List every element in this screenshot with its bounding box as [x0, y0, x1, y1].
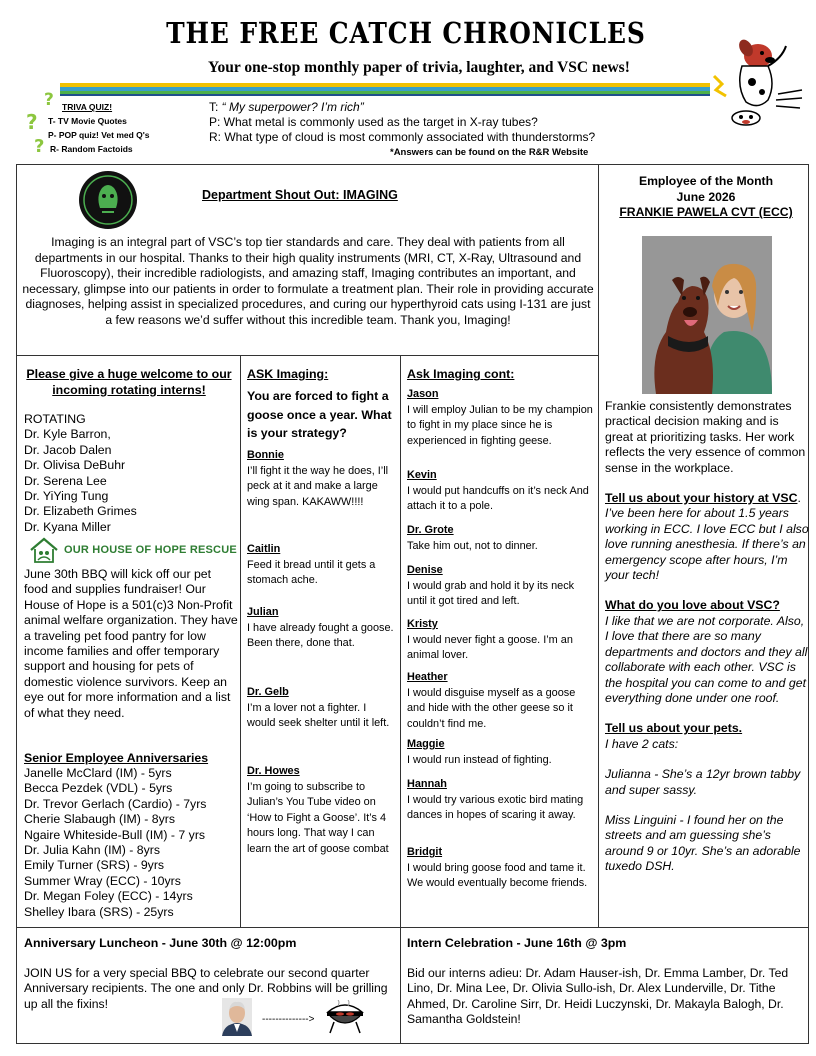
answer-bonnie: Bonnie I’ll fight it the way he does, I’ll peck at it and make a large wing span. KAKAWW!!!! [247, 449, 389, 508]
list-item: Dr. Jacob Dalen [24, 442, 112, 457]
house-icon [28, 536, 60, 564]
luncheon-body: JOIN US for a very special BBQ to celebrate our second quarter Anniversary recipients. The one and only Dr. Robbins will be grilling up all the fixins! [24, 966, 388, 1011]
employee-question-3: Tell us about your pets. [605, 721, 743, 736]
dog-mascot-icon [706, 36, 806, 128]
list-item: Janelle McClard (IM) - 5yrs [24, 766, 172, 780]
arrow-to-grill: --------------> [262, 1014, 315, 1025]
quiz-questions [209, 100, 595, 145]
employee-name: FRANKIE PAWELA CVT (ECC) [619, 205, 793, 219]
list-item: Dr. Megan Foley (ECC) - 14yrs [24, 889, 193, 904]
employee-photo [642, 236, 772, 394]
quiz-question-p: P: What metal is commonly used as the target in X-ray tubes? [209, 115, 538, 129]
ask-imaging-question: You are forced to fight a goose once a year. What is your strategy? [247, 389, 392, 440]
dr-robbins-photo [222, 998, 252, 1036]
list-item: Dr. Serena Lee [24, 473, 107, 488]
quiz-legend-title: TRIVA QUIZ! [62, 102, 113, 112]
question-mark-icon: ? [26, 110, 38, 134]
divider-col1 [240, 355, 241, 928]
imaging-logo-icon [78, 170, 138, 230]
list-item: Dr. YiYing Tung [24, 489, 109, 504]
newsletter-title: THE FREE CATCH CHRONICLES [166, 16, 646, 50]
answer-bridgit: Bridgit I would bring goose food and tame it. We would eventually become friends. [407, 846, 588, 890]
house-of-hope-logo-text: OUR HOUSE OF HOPE RESCUE [64, 544, 237, 556]
employee-answer-3c: Miss Linguini - I found her on the streets and am guessing she’s around 9 or 10yr. She’s an adorable tuxedo DSH. [605, 812, 801, 874]
answer-caitlin: Caitlin Feed it bread until it gets a stomach ache. [247, 543, 376, 587]
answer-kevin: Kevin I would put handcuffs on it’s neck And attach it to a pole. [407, 469, 589, 513]
employee-answer-3b: Julianna - She’s a 12yr brown tabby and super sassy. [605, 767, 801, 797]
list-item: Cherie Slabaugh (IM) - 8yrs [24, 812, 176, 827]
quiz-legend-p: P- POP quiz! Vet med Q's [48, 130, 150, 140]
answer-julian: Julian I have already fought a goose. Been there, done that. [247, 606, 394, 650]
frame-left [16, 164, 17, 1044]
ask-imaging-cont-heading: Ask Imaging cont: [407, 367, 515, 381]
employee-of-month-heading: Employee of the Month June 2026 FRANKIE PAWELA CVT (ECC) [601, 174, 811, 221]
quiz-answers-note: *Answers can be found on the R&R Website [390, 147, 589, 158]
question-mark-icon: ? [44, 90, 54, 110]
list-item: Dr. Trevor Gerlach (Cardio) - 7yrs [24, 796, 207, 811]
quiz-question-t: T: “ My superpower? I’m rich” [209, 100, 364, 114]
list-item: Dr. Olivisa DeBuhr [24, 458, 126, 473]
interns-heading: Please give a huge welcome to our incoming rotating interns! [26, 367, 232, 397]
employee-question-1: Tell us about your history at VSC [605, 491, 798, 506]
answer-kristy: Kristy I would never fight a goose. I’m an animal lover. [407, 618, 573, 662]
frame-top [16, 164, 809, 165]
list-item: Summer Wray (ECC) - 10yrs [24, 873, 181, 888]
anniversaries-list [24, 766, 206, 920]
divider-bottom [16, 927, 809, 928]
newsletter-subtitle: Your one-stop monthly paper of trivia, laughter, and VSC news! [208, 59, 630, 76]
quiz-legend-t: T- TV Movie Quotes [48, 116, 127, 126]
answer-hannah: Hannah I would try various exotic bird mating dances in hopes of scaring it away. [407, 778, 584, 822]
employee-profile-text: Frankie consistently demonstrates practical decision making and is great at prioritizing tasks. Her work reflects the very essence of common sense in the workplace. Tell us about your history at VSC. I’ve been here for about 1.5 years working in ECC. I love ECC but I also love running anesthesia. If there’s an emergency scope after hours, I’m your tech! What do you love about VSC? I like that we are not corporate. Also, I love that there are so many departments and doctors and they all collaborate with each other. VSC is the hospital you can come to and get everything done under one roof. Tell us about your pets. I have 2 cats: Julianna - She’s a 12yr brown tabby and super sassy. Miss Linguini - I found her on the streets and am guessing she’s around 9 or 10yr. She’s an adorable tuxedo DSH. [605, 399, 809, 874]
grill-icon [322, 1000, 368, 1034]
list-item: Shelley Ibara (SRS) - 25yrs [24, 904, 174, 919]
list-item: Dr. Kyle Barron, [24, 427, 111, 442]
employee-answer-3: I have 2 cats: [605, 736, 679, 751]
answer-jason: Jason I will employ Julian to be my champion to fight in my place since he is experienced in fighting geese. [407, 388, 593, 447]
intern-celebration-heading: Intern Celebration - June 16th @ 3pm [407, 936, 627, 950]
ask-imaging-heading: ASK Imaging: [247, 367, 329, 381]
quiz-legend [24, 92, 194, 158]
employee-question-2: What do you love about VSC? [605, 598, 780, 613]
quiz-question-r: R: What type of cloud is most commonly associated with thunderstorms? [209, 130, 596, 144]
interns-list [24, 412, 137, 535]
list-item: Dr. Kyana Miller [24, 519, 111, 534]
anniversaries-heading: Senior Employee Anniversaries [24, 751, 209, 765]
employee-answer-2: I like that we are not corporate. Also, I love that there are so many departments and doctors and they all collaborate with each other. VSC is the hospital you can come to and get everything done under one roof. [605, 613, 808, 705]
answer-heather: Heather I would disguise myself as a goose and hide with the other geese so it couldn’t find me. [407, 671, 576, 730]
question-mark-icon: ? [34, 136, 45, 157]
frame-bottom [16, 1043, 809, 1044]
department-body: Imaging is an integral part of VSC’s top tier standards and care. They deal with patients from all departments in our hospital. Thanks to their high quality instruments (MRI, CT, X-Ray, Ultrasound and Fluoroscopy), their incredible radiologists, and amazing staff, Imaging contributes an important, and necessary, glimpse into our patients in order to formulate a treatment plan. Their role in providing accurate diagnoses, helping assist in specialized procedures, and curing our hyperthyroid cats using I-131 are just a few reasons we’d suffer without this incredible team. Thank you, Imaging! [22, 235, 594, 327]
list-item: ROTATING [24, 412, 86, 426]
answer-denise: Denise I would grab and hold it by its neck until it got tired and left. [407, 564, 575, 608]
answer-dr-howes: Dr. Howes I’m going to subscribe to Julian’s You Tube video on ‘How to Fight a Goose’. It’s 4 hours long. That way I can learn the art of goose combat [247, 765, 389, 855]
answer-dr-gelb: Dr. Gelb I’m a lover not a fighter. I would seek shelter until it left. [247, 686, 390, 730]
divider-eom [598, 164, 599, 928]
divider-dept [16, 355, 599, 356]
house-of-hope-logo [24, 536, 236, 564]
quiz-legend-r: R- Random Factoids [50, 144, 133, 154]
house-of-hope-text: June 30th BBQ will kick off our pet food and supplies fundraiser! Our House of Hope is a 501(c)3 Non-Profit animal welfare organization. They have a traveling pet food pantry for low income families and offer temporary support and housing for pets of domestic violence survivors. Keep an eye out for more information and a list of what they need. [24, 567, 238, 720]
list-item: Dr. Julia Kahn (IM) - 8yrs [24, 843, 160, 858]
intern-celebration-body: Bid our interns adieu: Dr. Adam Hauser-ish, Dr. Emma Lamber, Dr. Ted Lino, Dr. Mina Lee, Dr. Olivia Sullo-ish, Dr. Alex Lunderville, Dr. Tithe Ahmed, Dr. Caroline Sirr, Dr. Heidi Luczynski, Dr. Makayla Balogh, Dr. Samantha Goldstein! [407, 966, 789, 1027]
list-item: Emily Turner (SRS) - 9yrs [24, 858, 165, 873]
divider-col2 [400, 355, 401, 1044]
employee-intro: Frankie consistently demonstrates practical decision making and is great at prioritizing tasks. Her work reflects the very essence of common sense in the workplace. [605, 399, 806, 475]
list-item: Becca Pezdek (VDL) - 5yrs [24, 781, 173, 796]
answer-maggie: Maggie I would run instead of fighting. [407, 738, 552, 766]
employee-answer-1: I’ve been here for about 1.5 years working in ECC. I love ECC but I also love running anesthesia. If there’s an emergency scope after hours, I’m your tech! [605, 506, 809, 583]
department-heading: Department Shout Out: IMAGING [202, 188, 398, 202]
list-item: Ngaire Whiteside-Bull (IM) - 7 yrs [24, 827, 206, 842]
list-item: Dr. Elizabeth Grimes [24, 504, 137, 519]
answer-dr-grote: Dr. Grote Take him out, not to dinner. [407, 524, 538, 552]
luncheon-heading: Anniversary Luncheon - June 30th @ 12:00pm [24, 936, 297, 950]
